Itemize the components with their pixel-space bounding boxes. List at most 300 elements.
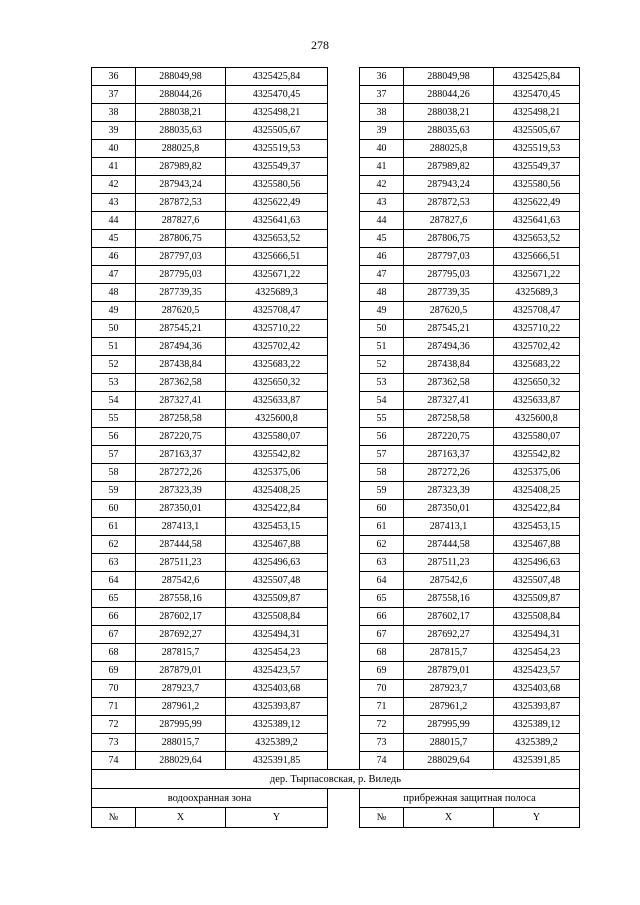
left-x: 287444,58 <box>136 536 226 554</box>
column-gap <box>328 176 360 194</box>
right-x: 287258,58 <box>404 410 494 428</box>
right-x: 288044,26 <box>404 86 494 104</box>
left-x: 287362,58 <box>136 374 226 392</box>
left-point-no: 71 <box>92 698 136 716</box>
right-y: 4325391,85 <box>494 752 580 770</box>
right-x: 287163,37 <box>404 446 494 464</box>
right-x: 287511,23 <box>404 554 494 572</box>
right-y: 4325708,47 <box>494 302 580 320</box>
page-number: 278 <box>311 38 329 52</box>
table-row <box>92 320 580 338</box>
left-point-no: 73 <box>92 734 136 752</box>
right-col-x: X <box>404 808 494 828</box>
table-row <box>92 212 580 230</box>
column-gap <box>328 392 360 410</box>
left-y: 4325666,51 <box>226 248 328 266</box>
right-y: 4325507,48 <box>494 572 580 590</box>
column-gap <box>328 554 360 572</box>
left-point-no: 36 <box>92 68 136 86</box>
left-point-no: 59 <box>92 482 136 500</box>
column-gap <box>328 680 360 698</box>
table-row <box>92 176 580 194</box>
right-point-no: 43 <box>360 194 404 212</box>
left-col-y: Y <box>226 808 328 828</box>
left-point-no: 63 <box>92 554 136 572</box>
table-row <box>92 662 580 680</box>
column-gap <box>328 789 360 808</box>
right-y: 4325519,53 <box>494 140 580 158</box>
right-point-no: 72 <box>360 716 404 734</box>
right-x: 288015,7 <box>404 734 494 752</box>
table-row <box>92 698 580 716</box>
left-y: 4325549,37 <box>226 158 328 176</box>
right-point-no: 55 <box>360 410 404 428</box>
left-point-no: 72 <box>92 716 136 734</box>
left-x: 287327,41 <box>136 392 226 410</box>
right-x: 288049,98 <box>404 68 494 86</box>
left-point-no: 44 <box>92 212 136 230</box>
left-y: 4325542,82 <box>226 446 328 464</box>
column-gap <box>328 428 360 446</box>
column-gap <box>328 104 360 122</box>
left-point-no: 39 <box>92 122 136 140</box>
section-title: дер. Тырпасовская, р. Виледь <box>92 770 580 789</box>
left-x: 287739,35 <box>136 284 226 302</box>
right-point-no: 42 <box>360 176 404 194</box>
table-row <box>92 194 580 212</box>
column-gap <box>328 248 360 266</box>
left-point-no: 61 <box>92 518 136 536</box>
column-gap <box>328 68 360 86</box>
column-gap <box>328 158 360 176</box>
right-point-no: 47 <box>360 266 404 284</box>
column-gap <box>328 518 360 536</box>
table-row <box>92 302 580 320</box>
right-y: 4325389,12 <box>494 716 580 734</box>
table-row <box>92 140 580 158</box>
left-y: 4325683,22 <box>226 356 328 374</box>
right-y: 4325375,06 <box>494 464 580 482</box>
right-point-no: 62 <box>360 536 404 554</box>
right-point-no: 53 <box>360 374 404 392</box>
table-row <box>92 464 580 482</box>
left-point-no: 58 <box>92 464 136 482</box>
left-x: 287620,5 <box>136 302 226 320</box>
table-row <box>92 410 580 428</box>
right-x: 287872,53 <box>404 194 494 212</box>
right-y: 4325542,82 <box>494 446 580 464</box>
right-point-no: 71 <box>360 698 404 716</box>
table-row <box>92 590 580 608</box>
column-gap <box>328 212 360 230</box>
right-y: 4325496,63 <box>494 554 580 572</box>
left-y: 4325467,88 <box>226 536 328 554</box>
right-y: 4325653,52 <box>494 230 580 248</box>
right-y: 4325702,42 <box>494 338 580 356</box>
left-point-no: 69 <box>92 662 136 680</box>
column-gap <box>328 302 360 320</box>
left-y: 4325498,21 <box>226 104 328 122</box>
right-point-no: 67 <box>360 626 404 644</box>
left-point-no: 51 <box>92 338 136 356</box>
column-gap <box>328 284 360 302</box>
left-y: 4325389,12 <box>226 716 328 734</box>
right-y: 4325641,63 <box>494 212 580 230</box>
left-y: 4325505,67 <box>226 122 328 140</box>
left-x: 287923,7 <box>136 680 226 698</box>
column-gap <box>328 338 360 356</box>
left-y: 4325403,68 <box>226 680 328 698</box>
right-y: 4325549,37 <box>494 158 580 176</box>
left-point-no: 50 <box>92 320 136 338</box>
right-y: 4325470,45 <box>494 86 580 104</box>
left-x: 287258,58 <box>136 410 226 428</box>
left-x: 287542,6 <box>136 572 226 590</box>
left-x: 287558,16 <box>136 590 226 608</box>
left-y: 4325425,84 <box>226 68 328 86</box>
right-x: 287692,27 <box>404 626 494 644</box>
right-x: 287739,35 <box>404 284 494 302</box>
right-y: 4325650,32 <box>494 374 580 392</box>
left-x: 288035,63 <box>136 122 226 140</box>
left-x: 288038,21 <box>136 104 226 122</box>
table-row <box>92 428 580 446</box>
left-y: 4325509,87 <box>226 590 328 608</box>
column-gap <box>328 374 360 392</box>
left-point-no: 38 <box>92 104 136 122</box>
table-row <box>92 392 580 410</box>
right-point-no: 58 <box>360 464 404 482</box>
left-x: 288025,8 <box>136 140 226 158</box>
left-point-no: 60 <box>92 500 136 518</box>
right-zone-title: прибрежная защитная полоса <box>360 789 580 808</box>
column-gap <box>328 194 360 212</box>
right-point-no: 46 <box>360 248 404 266</box>
left-y: 4325496,63 <box>226 554 328 572</box>
left-point-no: 49 <box>92 302 136 320</box>
right-y: 4325494,31 <box>494 626 580 644</box>
table-row <box>92 122 580 140</box>
right-x: 287558,16 <box>404 590 494 608</box>
right-point-no: 52 <box>360 356 404 374</box>
right-x: 287542,6 <box>404 572 494 590</box>
column-gap <box>328 608 360 626</box>
right-point-no: 44 <box>360 212 404 230</box>
left-point-no: 68 <box>92 644 136 662</box>
left-point-no: 45 <box>92 230 136 248</box>
table-row <box>92 626 580 644</box>
left-x: 287511,23 <box>136 554 226 572</box>
table-row <box>92 446 580 464</box>
right-x: 287620,5 <box>404 302 494 320</box>
right-point-no: 38 <box>360 104 404 122</box>
left-point-no: 70 <box>92 680 136 698</box>
table-row <box>92 374 580 392</box>
left-x: 287602,17 <box>136 608 226 626</box>
left-point-no: 54 <box>92 392 136 410</box>
coordinates-table <box>91 67 580 828</box>
right-point-no: 59 <box>360 482 404 500</box>
left-zone-title: водоохранная зона <box>92 789 328 808</box>
right-point-no: 61 <box>360 518 404 536</box>
right-point-no: 66 <box>360 608 404 626</box>
left-y: 4325494,31 <box>226 626 328 644</box>
right-point-no: 40 <box>360 140 404 158</box>
left-x: 288049,98 <box>136 68 226 86</box>
column-gap <box>328 122 360 140</box>
column-gap <box>328 446 360 464</box>
left-y: 4325708,47 <box>226 302 328 320</box>
right-y: 4325393,87 <box>494 698 580 716</box>
right-y: 4325498,21 <box>494 104 580 122</box>
left-point-no: 62 <box>92 536 136 554</box>
right-x: 287995,99 <box>404 716 494 734</box>
column-header-row <box>92 808 580 828</box>
right-point-no: 60 <box>360 500 404 518</box>
left-y: 4325423,57 <box>226 662 328 680</box>
column-gap <box>328 572 360 590</box>
column-gap <box>328 698 360 716</box>
right-x: 287602,17 <box>404 608 494 626</box>
table-row <box>92 86 580 104</box>
right-x: 287323,39 <box>404 482 494 500</box>
table-row <box>92 680 580 698</box>
right-x: 288025,8 <box>404 140 494 158</box>
left-x: 287163,37 <box>136 446 226 464</box>
column-gap <box>328 536 360 554</box>
table-row <box>92 158 580 176</box>
left-x: 287413,1 <box>136 518 226 536</box>
right-x: 287943,24 <box>404 176 494 194</box>
column-gap <box>328 644 360 662</box>
column-gap <box>328 716 360 734</box>
left-x: 287323,39 <box>136 482 226 500</box>
left-point-no: 37 <box>92 86 136 104</box>
right-x: 287815,7 <box>404 644 494 662</box>
right-y: 4325508,84 <box>494 608 580 626</box>
right-point-no: 50 <box>360 320 404 338</box>
right-y: 4325423,57 <box>494 662 580 680</box>
column-gap <box>328 808 360 828</box>
column-gap <box>328 356 360 374</box>
section-title-row <box>92 770 580 789</box>
right-x: 287806,75 <box>404 230 494 248</box>
right-point-no: 65 <box>360 590 404 608</box>
left-x: 287879,01 <box>136 662 226 680</box>
right-point-no: 73 <box>360 734 404 752</box>
left-y: 4325393,87 <box>226 698 328 716</box>
right-y: 4325683,22 <box>494 356 580 374</box>
table-row <box>92 248 580 266</box>
right-point-no: 48 <box>360 284 404 302</box>
left-point-no: 53 <box>92 374 136 392</box>
table-row <box>92 644 580 662</box>
left-y: 4325422,84 <box>226 500 328 518</box>
left-x: 287350,01 <box>136 500 226 518</box>
right-x: 287220,75 <box>404 428 494 446</box>
right-x: 288038,21 <box>404 104 494 122</box>
left-point-no: 41 <box>92 158 136 176</box>
left-x: 287494,36 <box>136 338 226 356</box>
left-x: 287872,53 <box>136 194 226 212</box>
left-y: 4325650,32 <box>226 374 328 392</box>
left-x: 288029,64 <box>136 752 226 770</box>
right-x: 287350,01 <box>404 500 494 518</box>
left-x: 287943,24 <box>136 176 226 194</box>
left-x: 287220,75 <box>136 428 226 446</box>
left-y: 4325702,42 <box>226 338 328 356</box>
left-x: 287797,03 <box>136 248 226 266</box>
right-x: 287272,26 <box>404 464 494 482</box>
column-gap <box>328 500 360 518</box>
left-x: 287989,82 <box>136 158 226 176</box>
left-x: 287815,7 <box>136 644 226 662</box>
left-x: 287806,75 <box>136 230 226 248</box>
table-row <box>92 338 580 356</box>
right-x: 287362,58 <box>404 374 494 392</box>
left-x: 288044,26 <box>136 86 226 104</box>
right-y: 4325671,22 <box>494 266 580 284</box>
right-point-no: 57 <box>360 446 404 464</box>
left-y: 4325600,8 <box>226 410 328 428</box>
left-point-no: 40 <box>92 140 136 158</box>
column-gap <box>328 590 360 608</box>
right-y: 4325580,07 <box>494 428 580 446</box>
right-x: 287413,1 <box>404 518 494 536</box>
right-y: 4325580,56 <box>494 176 580 194</box>
right-point-no: 74 <box>360 752 404 770</box>
left-x: 287272,26 <box>136 464 226 482</box>
left-y: 4325689,3 <box>226 284 328 302</box>
right-point-no: 37 <box>360 86 404 104</box>
right-y: 4325389,2 <box>494 734 580 752</box>
left-point-no: 46 <box>92 248 136 266</box>
right-x: 288035,63 <box>404 122 494 140</box>
left-y: 4325622,49 <box>226 194 328 212</box>
section-header <box>92 770 580 828</box>
left-y: 4325391,85 <box>226 752 328 770</box>
right-y: 4325467,88 <box>494 536 580 554</box>
column-gap <box>328 230 360 248</box>
right-col-y: Y <box>494 808 580 828</box>
column-gap <box>328 464 360 482</box>
right-x: 287494,36 <box>404 338 494 356</box>
table-row <box>92 572 580 590</box>
left-point-no: 64 <box>92 572 136 590</box>
table-row <box>92 500 580 518</box>
right-y: 4325403,68 <box>494 680 580 698</box>
left-point-no: 43 <box>92 194 136 212</box>
column-gap <box>328 410 360 428</box>
left-point-no: 66 <box>92 608 136 626</box>
left-y: 4325641,63 <box>226 212 328 230</box>
column-gap <box>328 752 360 770</box>
right-x: 287545,21 <box>404 320 494 338</box>
left-y: 4325671,22 <box>226 266 328 284</box>
right-y: 4325509,87 <box>494 590 580 608</box>
left-y: 4325508,84 <box>226 608 328 626</box>
right-x: 288029,64 <box>404 752 494 770</box>
table-row <box>92 266 580 284</box>
right-point-no: 70 <box>360 680 404 698</box>
left-point-no: 74 <box>92 752 136 770</box>
left-y: 4325653,52 <box>226 230 328 248</box>
right-y: 4325422,84 <box>494 500 580 518</box>
left-col-no: № <box>92 808 136 828</box>
right-x: 287923,7 <box>404 680 494 698</box>
left-point-no: 67 <box>92 626 136 644</box>
left-point-no: 65 <box>92 590 136 608</box>
left-y: 4325633,87 <box>226 392 328 410</box>
right-y: 4325425,84 <box>494 68 580 86</box>
zone-row <box>92 789 580 808</box>
left-x: 287827,6 <box>136 212 226 230</box>
left-y: 4325710,22 <box>226 320 328 338</box>
right-x: 287327,41 <box>404 392 494 410</box>
table-row <box>92 608 580 626</box>
left-point-no: 42 <box>92 176 136 194</box>
right-y: 4325633,87 <box>494 392 580 410</box>
column-gap <box>328 86 360 104</box>
table-row <box>92 554 580 572</box>
left-y: 4325507,48 <box>226 572 328 590</box>
table-row <box>92 536 580 554</box>
right-point-no: 68 <box>360 644 404 662</box>
left-y: 4325389,2 <box>226 734 328 752</box>
right-x: 287961,2 <box>404 698 494 716</box>
column-gap <box>328 626 360 644</box>
left-x: 287545,21 <box>136 320 226 338</box>
right-x: 287989,82 <box>404 158 494 176</box>
left-y: 4325470,45 <box>226 86 328 104</box>
left-y: 4325580,56 <box>226 176 328 194</box>
right-y: 4325689,3 <box>494 284 580 302</box>
table-row <box>92 734 580 752</box>
table-row <box>92 518 580 536</box>
column-gap <box>328 266 360 284</box>
left-point-no: 57 <box>92 446 136 464</box>
left-col-x: X <box>136 808 226 828</box>
right-point-no: 41 <box>360 158 404 176</box>
right-y: 4325600,8 <box>494 410 580 428</box>
column-gap <box>328 140 360 158</box>
right-y: 4325454,23 <box>494 644 580 662</box>
left-point-no: 52 <box>92 356 136 374</box>
column-gap <box>328 662 360 680</box>
left-point-no: 55 <box>92 410 136 428</box>
left-y: 4325454,23 <box>226 644 328 662</box>
left-x: 287961,2 <box>136 698 226 716</box>
left-y: 4325580,07 <box>226 428 328 446</box>
right-x: 287795,03 <box>404 266 494 284</box>
right-y: 4325453,15 <box>494 518 580 536</box>
left-x: 287795,03 <box>136 266 226 284</box>
table-row <box>92 356 580 374</box>
right-y: 4325710,22 <box>494 320 580 338</box>
right-point-no: 51 <box>360 338 404 356</box>
table-row <box>92 752 580 770</box>
left-y: 4325519,53 <box>226 140 328 158</box>
right-y: 4325666,51 <box>494 248 580 266</box>
right-y: 4325505,67 <box>494 122 580 140</box>
left-x: 287438,84 <box>136 356 226 374</box>
right-point-no: 56 <box>360 428 404 446</box>
column-gap <box>328 734 360 752</box>
left-x: 287692,27 <box>136 626 226 644</box>
right-col-no: № <box>360 808 404 828</box>
right-point-no: 36 <box>360 68 404 86</box>
table-row <box>92 284 580 302</box>
